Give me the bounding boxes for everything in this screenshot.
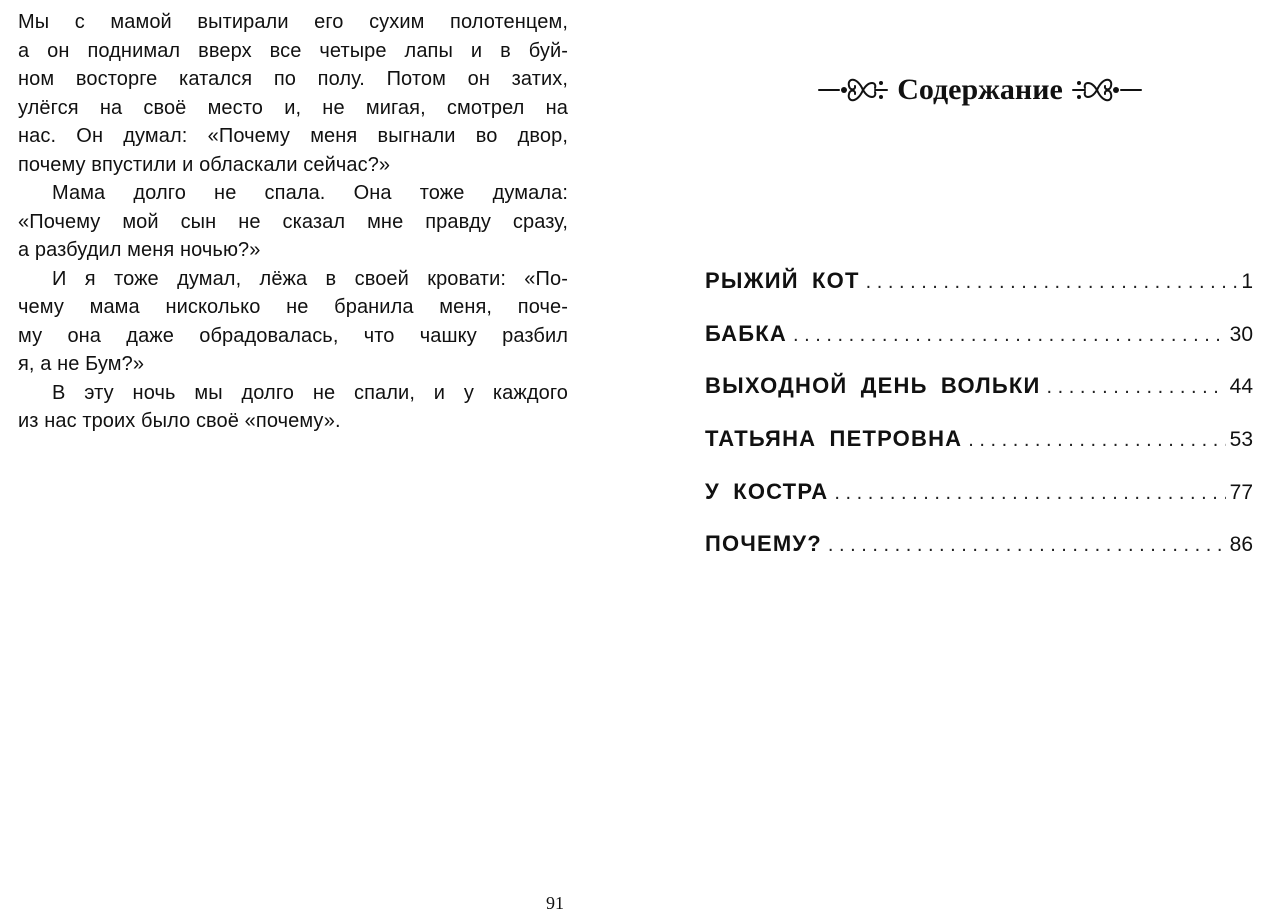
toc-entry-title: ВЫХОДНОЙ ДЕНЬ ВОЛЬКИ: [705, 373, 1041, 399]
text-line: я, а не Бум?»: [18, 353, 145, 375]
toc-entry[interactable]: [705, 479, 1253, 532]
text-line: улёгся на своё место и, не мигая, смотрел на: [18, 96, 568, 119]
toc-leader-dots: [828, 534, 1226, 557]
page-number: 91: [546, 893, 564, 913]
story-paragraph: [18, 265, 568, 379]
text-line: Мама долго не спала. Она тоже думала:: [52, 182, 568, 204]
text-line: а он поднимал вверх все четыре лапы и в буй-: [18, 39, 568, 62]
toc-list: [705, 268, 1253, 584]
toc-entry-title: ТАТЬЯНА ПЕТРОВНА: [705, 426, 963, 452]
toc-entry-title: РЫЖИЙ КОТ: [705, 268, 860, 293]
toc-entry[interactable]: [705, 268, 1253, 321]
story-paragraph: [18, 179, 568, 265]
ornament-icon: [1071, 70, 1143, 110]
text-line: почему впустили и обласкали сейчас?»: [18, 153, 391, 176]
text-line: В эту ночь мы долго не спали, и у каждого: [52, 381, 568, 404]
text-line: а разбудил меня ночью?»: [18, 239, 261, 261]
toc-entry-page: 44: [1229, 375, 1253, 399]
toc-title: Содержание: [897, 73, 1063, 106]
toc-entry-title: ПОЧЕМУ?: [705, 531, 822, 557]
toc-leader-dots: [793, 324, 1226, 347]
text-line: му она даже обрадовалась, что чашку разбил: [18, 324, 568, 347]
toc-header: [805, 68, 1155, 112]
text-line: «Почему мой сын не сказал мне правду сразу,: [18, 210, 568, 233]
story-paragraph: [18, 8, 568, 179]
left-page: [18, 8, 568, 436]
toc-entry-title: БАБКА: [705, 320, 787, 346]
text-line: нас. Он думал: «Почему меня выгнали во двор,: [18, 125, 568, 147]
text-line: Мы с мамой вытирали его сухим полотенцем,: [18, 11, 568, 33]
toc-entry-page: 1: [1241, 270, 1253, 293]
toc-entry[interactable]: [705, 373, 1253, 426]
text-line: из нас троих было своё «почему».: [18, 410, 341, 432]
story-paragraph: [18, 379, 568, 436]
toc-entry[interactable]: [705, 426, 1253, 479]
toc-entry-title: У КОСТРА: [705, 478, 829, 504]
toc-leader-dots: [834, 482, 1225, 505]
toc-entry-page: 77: [1229, 480, 1253, 504]
toc-entry[interactable]: [705, 321, 1253, 374]
toc-leader-dots: [866, 271, 1238, 294]
text-line: чему мама нисколько не бранила меня, поче-: [18, 296, 568, 318]
text-line: И я тоже думал, лёжа в своей кровати: «По-: [52, 267, 568, 290]
text-line: ном восторге катался по полу. Потом он затих,: [18, 68, 568, 90]
toc-leader-dots: [1047, 376, 1226, 399]
toc-entry-page: 86: [1229, 533, 1253, 557]
toc-entry-page: 30: [1229, 322, 1253, 346]
toc-entry[interactable]: [705, 531, 1253, 584]
toc-entry-page: 53: [1229, 428, 1253, 452]
ornament-icon: [817, 70, 889, 110]
toc-leader-dots: [968, 429, 1225, 452]
